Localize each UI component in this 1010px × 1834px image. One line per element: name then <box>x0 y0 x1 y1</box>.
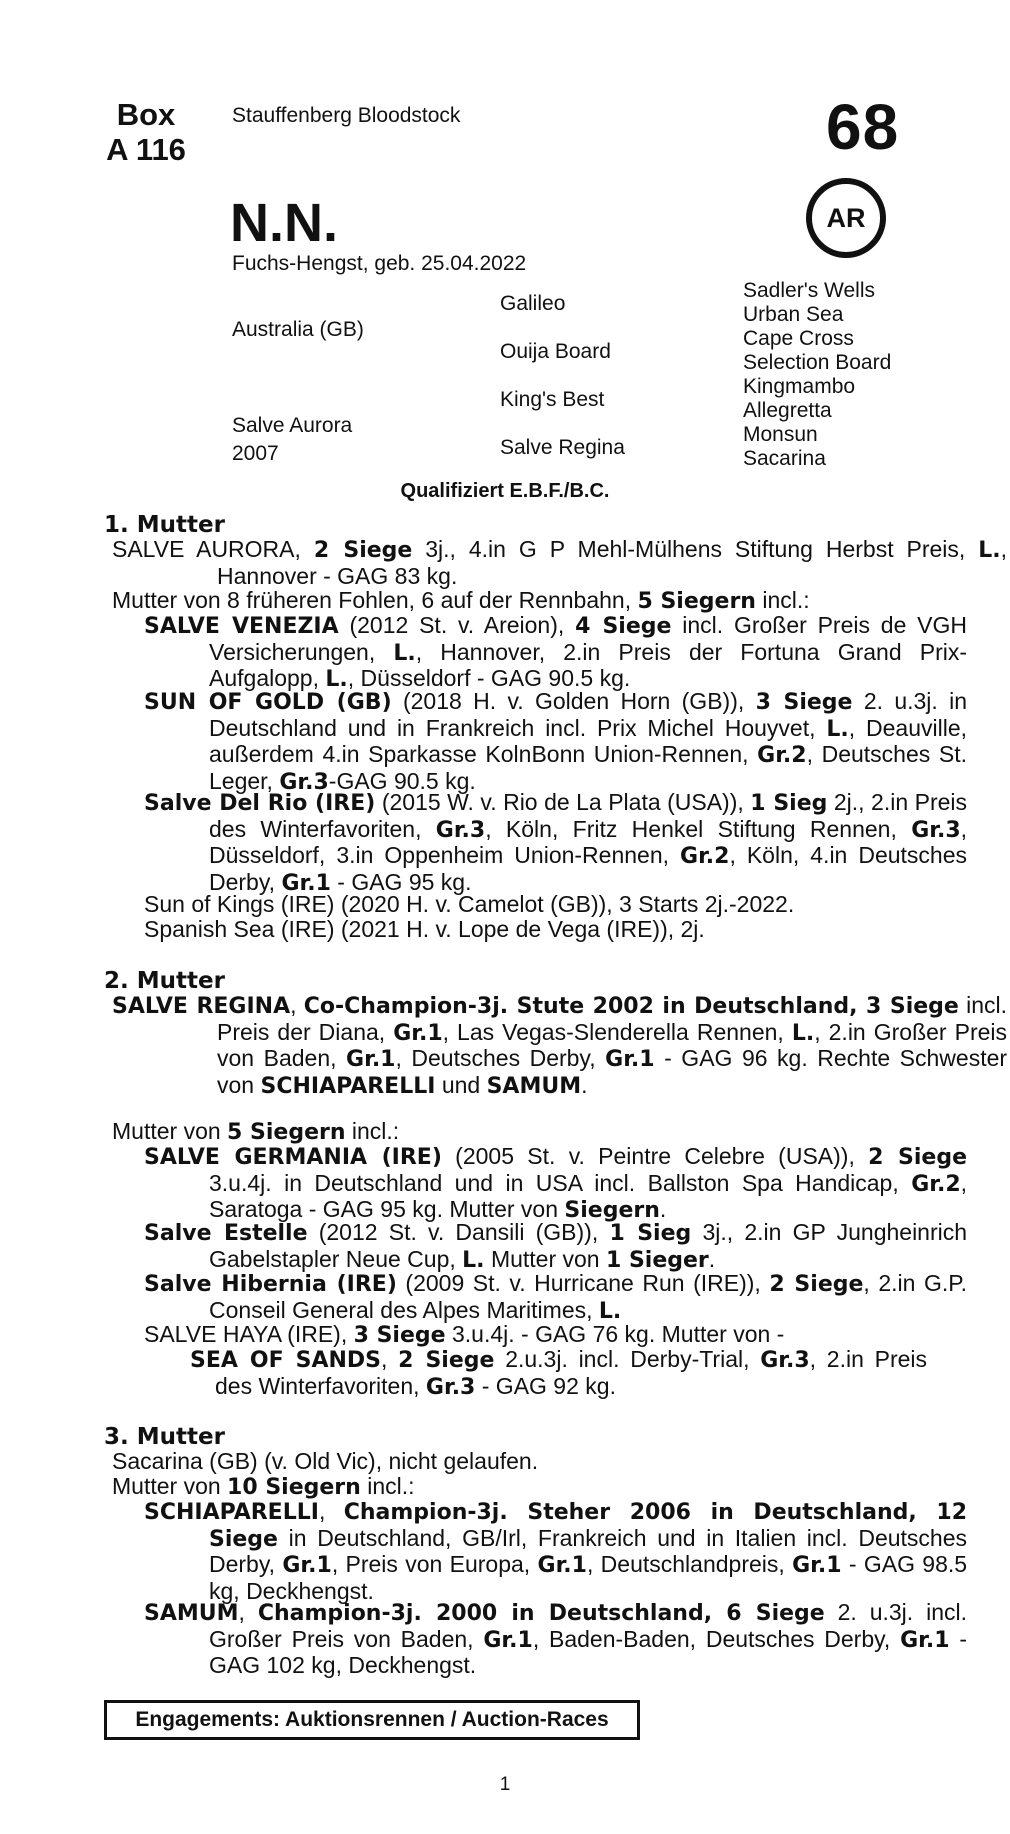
dam-name: SALVE REGINA <box>112 994 291 1019</box>
third-dam-offspring-intro: Mutter von 10 Siegern incl.: <box>112 1473 415 1500</box>
pedigree-great-grandparent: Monsun <box>743 423 818 446</box>
second-dam-entry: SALVE REGINA, Co-Champion-3j. Stute 2002 in Deutschland, 3 Siege incl. Preis der Diana, Gr.1, Las Vegas-Slenderella Rennen, L., 2.in Großer Preis von Baden, Gr.1, Deutsches Derby, Gr.1 - GAG 96 kg. Rechte Schwester von SCHIAPARELLI und SAMUM. <box>112 992 1008 1099</box>
offspring-name: Salve Estelle <box>144 1221 308 1246</box>
offspring-entry: Sun of Kings (IRE) (2020 H. v. Camelot (GB)), 3 Starts 2j.-2022. <box>144 891 795 917</box>
pedigree-great-grandparent: Kingmambo <box>743 375 856 398</box>
ar-badge: AR <box>806 178 886 258</box>
box-number <box>96 98 196 167</box>
pedigree-great-grandparent: Selection Board <box>743 351 892 374</box>
wins: 2 Siege <box>313 538 413 563</box>
offspring-name: SEA OF SANDS <box>190 1348 382 1373</box>
page-number: 1 <box>499 1774 511 1795</box>
first-dam-entry: SALVE AURORA, 2 Siege 3j., 4.in G P Mehl-Mülhens Stiftung Herbst Preis, L., Hannover - GAG 83 kg. <box>112 536 1008 589</box>
offspring-name: SAMUM <box>144 1601 239 1626</box>
offspring-name: SALVE VENEZIA <box>144 614 339 639</box>
pedigree-grandparent: Galileo <box>500 292 566 315</box>
pedigree-sire: Australia (GB) <box>232 318 364 341</box>
grand-offspring-entry: SEA OF SANDS, 2 Siege 2.u.3j. incl. Derby-Trial, Gr.3, 2.in Preis des Winterfavoriten, Gr.3 - GAG 92 kg. <box>190 1346 927 1400</box>
box-label: Box <box>116 97 176 132</box>
offspring-entry: SCHIAPARELLI, Champion-3j. Steher 2006 in Deutschland, 12 Siege in Deutschland, GB/Irl, Frankreich und in Italien incl. Deutsches Derby, Gr.1, Preis von Europa, Gr.1, Deutschlandpreis, Gr.1 - GAG 98.5 kg, Deckhengst. <box>144 1498 968 1604</box>
pedigree-great-grandparent: Sadler's Wells <box>743 279 875 302</box>
pedigree-great-grandparent: Sacarina <box>743 447 826 470</box>
second-dam-offspring-intro: Mutter von 5 Siegern incl.: <box>112 1118 400 1145</box>
offspring-entry: Salve Hibernia (IRE) (2009 St. v. Hurricane Run (IRE)), 2 Siege, 2.in G.P. Conseil General des Alpes Maritimes, L. <box>144 1270 967 1324</box>
pedigree-dam: Salve Aurora <box>232 414 353 437</box>
pedigree-grandparent: Ouija Board <box>500 340 611 363</box>
offspring-name: Salve Hibernia (IRE) <box>144 1272 397 1297</box>
section-heading-second-dam: 2. Mutter <box>104 968 225 994</box>
third-dam-entry: Sacarina (GB) (v. Old Vic), nicht gelaufen. <box>112 1448 539 1474</box>
section-heading-first-dam: 1. Mutter <box>104 512 225 538</box>
offspring-entry: SAMUM, Champion-3j. 2000 in Deutschland, 6 Siege 2. u.3j. incl. Großer Preis von Baden, Gr.1, Baden-Baden, Deutsches Derby, Gr.1 - GAG 102 kg, Deckhengst. <box>144 1599 968 1678</box>
lot-number: 68 <box>826 91 900 163</box>
offspring-entry: SALVE HAYA (IRE), 3 Siege 3.u.4j. - GAG 76 kg. Mutter von - <box>144 1321 785 1348</box>
offspring-entry: SALVE VENEZIA (2012 St. v. Areion), 4 Siege incl. Großer Preis de VGH Versicherungen, L., Hannover, 2.in Preis der Fortuna Grand Prix-Aufgalopp, L., Düsseldorf - GAG 90.5 kg. <box>144 612 968 692</box>
offspring-entry: SALVE GERMANIA (IRE) (2005 St. v. Peintre Celebre (USA)), 2 Siege 3.u.4j. in Deutschland und in USA incl. Ballston Spa Handicap, Gr.2, Saratoga - GAG 95 kg. Mutter von Siegern. <box>144 1143 968 1223</box>
horse-name: N.N. <box>230 193 338 253</box>
pedigree-great-grandparent: Cape Cross <box>743 327 854 350</box>
pedigree-dam-year: 2007 <box>232 442 279 465</box>
offspring-name: SALVE HAYA (IRE), <box>144 1321 348 1347</box>
offspring-entry: SUN OF GOLD (GB) (2018 H. v. Golden Horn (GB)), 3 Siege 2. u.3j. in Deutschland und in Frankreich incl. Prix Michel Houyvet, L., Deauville, außerdem 4.in Sparkasse KolnBonn Union-Rennen, Gr.2, Deutsches St. Leger, Gr.3-GAG 90.5 kg. <box>144 688 968 795</box>
engagements-box: Engagements: Auktionsrennen / Auction-Races <box>104 1700 640 1740</box>
pedigree-great-grandparent: Urban Sea <box>743 303 844 326</box>
offspring-entry: Salve Del Rio (IRE) (2015 W. v. Rio de La Plata (USA)), 1 Sieg 2j., 2.in Preis des Winterfavoriten, Gr.3, Köln, Fritz Henkel Stiftung Rennen, Gr.3, Düsseldorf, 3.in Oppenheim Union-Rennen, Gr.2, Köln, 4.in Deutsches Derby, Gr.1 - GAG 95 kg. <box>144 789 968 896</box>
seller-name: Stauffenberg Bloodstock <box>232 104 461 127</box>
horse-description: Fuchs-Hengst, geb. 25.04.2022 <box>232 252 527 275</box>
pedigree-great-grandparents <box>743 279 891 471</box>
offspring-name: Salve Del Rio (IRE) <box>144 791 376 816</box>
offspring-name: SUN OF GOLD (GB) <box>144 690 392 715</box>
section-heading-third-dam: 3. Mutter <box>104 1424 225 1450</box>
pedigree-grandparent: King's Best <box>500 388 605 411</box>
box-value: A 116 <box>106 131 186 167</box>
offspring-name: SCHIAPARELLI <box>144 1500 319 1525</box>
offspring-name: SALVE GERMANIA (IRE) <box>144 1145 442 1170</box>
qualification: Qualifiziert E.B.F./B.C. <box>400 480 610 502</box>
offspring-entry: Spanish Sea (IRE) (2021 H. v. Lope de Vega (IRE)), 2j. <box>144 916 705 942</box>
pedigree-great-grandparent: Allegretta <box>743 399 832 422</box>
pedigree-grandparent: Salve Regina <box>500 436 625 459</box>
offspring-entry: Salve Estelle (2012 St. v. Dansili (GB)), 1 Sieg 3j., 2.in GP Jungheinrich Gabelstapler Neue Cup, L. Mutter von 1 Sieger. <box>144 1219 968 1273</box>
dam-name: SALVE AURORA <box>112 536 295 562</box>
first-dam-offspring-intro: Mutter von 8 früheren Fohlen, 6 auf der Rennbahn, 5 Siegern incl.: <box>112 587 810 614</box>
